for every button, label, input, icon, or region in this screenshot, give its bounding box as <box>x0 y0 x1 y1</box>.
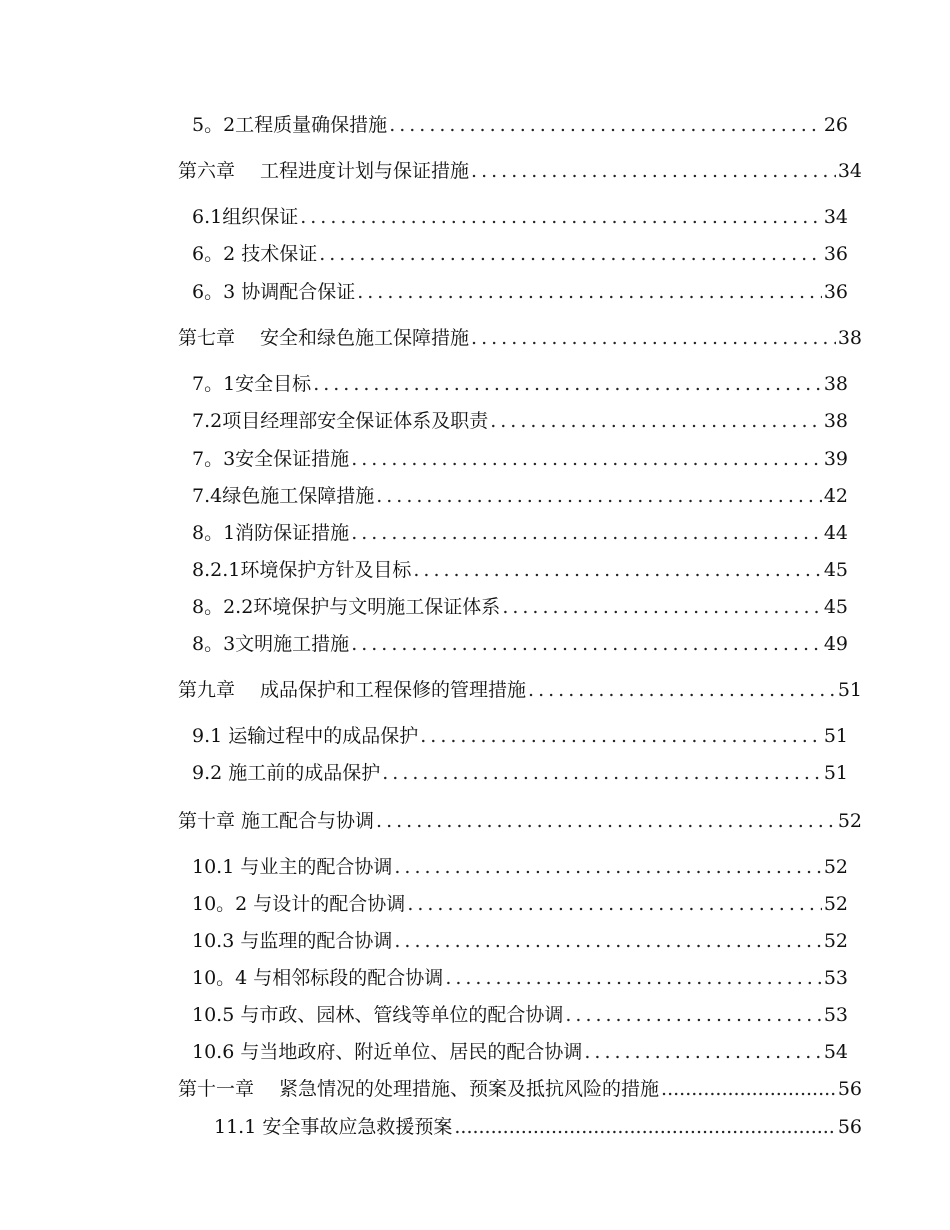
toc-entry-8-2-2[interactable] <box>192 594 848 620</box>
toc-entry-title: 10。2 与设计的配合协调 <box>192 893 406 915</box>
dot-leader <box>471 325 836 351</box>
toc-entry-title: 6.1组织保证 <box>192 206 299 228</box>
toc-entry-6-2[interactable] <box>192 241 848 267</box>
dot-leader <box>300 204 822 230</box>
toc-entry-8-3[interactable] <box>192 631 848 657</box>
toc-entry-10-5[interactable] <box>192 1002 848 1028</box>
dot-leader <box>394 928 821 954</box>
toc-entry-title: 9.1 运输过程中的成品保护 <box>192 725 419 747</box>
toc-entry-title: 第六章 工程进度计划与保证措施 <box>178 160 470 182</box>
toc-chapter-9[interactable] <box>178 677 862 703</box>
dot-leader <box>502 594 822 620</box>
toc-entry-page: 54 <box>823 1041 848 1063</box>
dot-leader <box>389 112 822 138</box>
toc-chapter-6[interactable] <box>178 158 862 184</box>
toc-entry-page: 34 <box>837 160 862 182</box>
toc-entry-title: 7.4绿色施工保障措施 <box>192 485 375 507</box>
toc-entry-title: 8。3文明施工措施 <box>192 633 350 655</box>
toc-entry-page: 52 <box>823 930 848 952</box>
toc-entry-7-3[interactable] <box>192 446 848 472</box>
toc-entry-page: 52 <box>837 810 862 832</box>
toc-entry-page: 44 <box>823 522 848 544</box>
toc-entry-page: 42 <box>823 485 848 507</box>
toc-entry-10-3[interactable] <box>192 928 848 954</box>
dot-leader <box>471 158 836 184</box>
toc-entry-10-1[interactable] <box>192 854 848 880</box>
toc-entry-7-2[interactable] <box>192 408 848 434</box>
dot-leader <box>413 557 821 583</box>
dot-leader <box>528 677 836 703</box>
toc-entry-7-1[interactable] <box>192 371 848 397</box>
toc-entry-page: 36 <box>823 281 848 303</box>
toc-entry-10-2[interactable] <box>192 891 848 917</box>
toc-chapter-11[interactable] <box>178 1076 862 1102</box>
toc-entry-page: 56 <box>837 1116 862 1138</box>
toc-entry-page: 53 <box>823 1004 848 1026</box>
toc-entry-page: 49 <box>823 633 848 655</box>
toc-entry-title: 第九章 成品保护和工程保修的管理措施 <box>178 679 527 701</box>
toc-entry-title: 10.5 与市政、园林、管线等单位的配合协调 <box>192 1004 564 1026</box>
toc-entry-title: 第七章 安全和绿色施工保障措施 <box>178 327 470 349</box>
toc-entry-9-1[interactable] <box>192 723 848 749</box>
toc-entry-8-2-1[interactable] <box>192 557 848 583</box>
toc-entry-title: 7。1安全目标 <box>192 373 312 395</box>
dot-leader <box>490 408 822 434</box>
toc-entry-title: 6。3 协调配合保证 <box>192 281 356 303</box>
toc-entry-6-1[interactable] <box>192 204 848 230</box>
toc-entry-title: 8.2.1环境保护方针及目标 <box>192 559 412 581</box>
toc-entry-10-4[interactable] <box>192 965 848 991</box>
dot-leader <box>661 1076 836 1102</box>
dot-leader <box>382 760 822 786</box>
toc-entry-title: 5。2工程质量确保措施 <box>192 114 388 136</box>
dot-leader <box>376 808 836 834</box>
toc-entry-page: 36 <box>823 243 848 265</box>
toc-entry-page: 51 <box>837 679 862 701</box>
dot-leader <box>351 631 822 657</box>
toc-chapter-10[interactable] <box>178 808 862 834</box>
toc-entry-8-1[interactable] <box>192 520 848 546</box>
dot-leader <box>584 1039 821 1065</box>
toc-entry-page: 26 <box>823 114 848 136</box>
toc-entry-page: 53 <box>823 967 848 989</box>
toc-entry-title: 6。2 技术保证 <box>192 243 318 265</box>
toc-entry-title: 9.2 施工前的成品保护 <box>192 762 381 784</box>
toc-entry-page: 51 <box>823 725 848 747</box>
toc-entry-11-1[interactable] <box>214 1114 862 1140</box>
toc-entry-page: 34 <box>823 206 848 228</box>
toc-entry-9-2[interactable] <box>192 760 848 786</box>
toc-entry-page: 52 <box>823 893 848 915</box>
toc-entry-page: 39 <box>823 448 848 470</box>
toc-entry-page: 38 <box>823 373 848 395</box>
toc-entry-title: 10.1 与业主的配合协调 <box>192 856 393 878</box>
toc-entry-10-6[interactable] <box>192 1039 848 1065</box>
toc-chapter-7[interactable] <box>178 325 862 351</box>
toc-entry-title: 11.1 安全事故应急救援预案 <box>214 1116 453 1138</box>
toc-entry-page: 56 <box>837 1078 862 1100</box>
toc-entry-title: 10。4 与相邻标段的配合协调 <box>192 967 444 989</box>
toc-entry-title: 7.2项目经理部安全保证体系及职责 <box>192 410 489 432</box>
toc-entry-title: 第十一章 紧急情况的处理措施、预案及抵抗风险的措施 <box>178 1078 660 1100</box>
toc-entry-title: 8。2.2环境保护与文明施工保证体系 <box>192 596 501 618</box>
toc-entry-title: 10.6 与当地政府、附近单位、居民的配合协调 <box>192 1041 583 1063</box>
dot-leader <box>565 1002 821 1028</box>
dot-leader <box>394 854 821 880</box>
dot-leader <box>420 723 822 749</box>
dot-leader <box>313 371 822 397</box>
toc-entry-page: 51 <box>823 762 848 784</box>
toc-entry-6-3[interactable] <box>192 279 848 305</box>
dot-leader <box>351 520 822 546</box>
toc-entry-title: 7。3安全保证措施 <box>192 448 350 470</box>
dot-leader <box>376 483 822 509</box>
dot-leader <box>454 1114 835 1140</box>
toc-entry-title: 8。1消防保证措施 <box>192 522 350 544</box>
toc-entry-page: 45 <box>823 596 848 618</box>
dot-leader <box>407 891 822 917</box>
dot-leader <box>445 965 822 991</box>
dot-leader <box>351 446 822 472</box>
dot-leader <box>319 241 822 267</box>
dot-leader <box>357 279 822 305</box>
toc-entry-page: 38 <box>823 410 848 432</box>
toc-entry-5-2[interactable] <box>192 112 848 138</box>
toc-entry-page: 38 <box>837 327 862 349</box>
toc-entry-title: 10.3 与监理的配合协调 <box>192 930 393 952</box>
toc-entry-page: 52 <box>823 856 848 878</box>
toc-entry-7-4[interactable] <box>192 483 848 509</box>
toc-entry-page: 45 <box>823 559 848 581</box>
toc-entry-title: 第十章 施工配合与协调 <box>178 810 375 832</box>
